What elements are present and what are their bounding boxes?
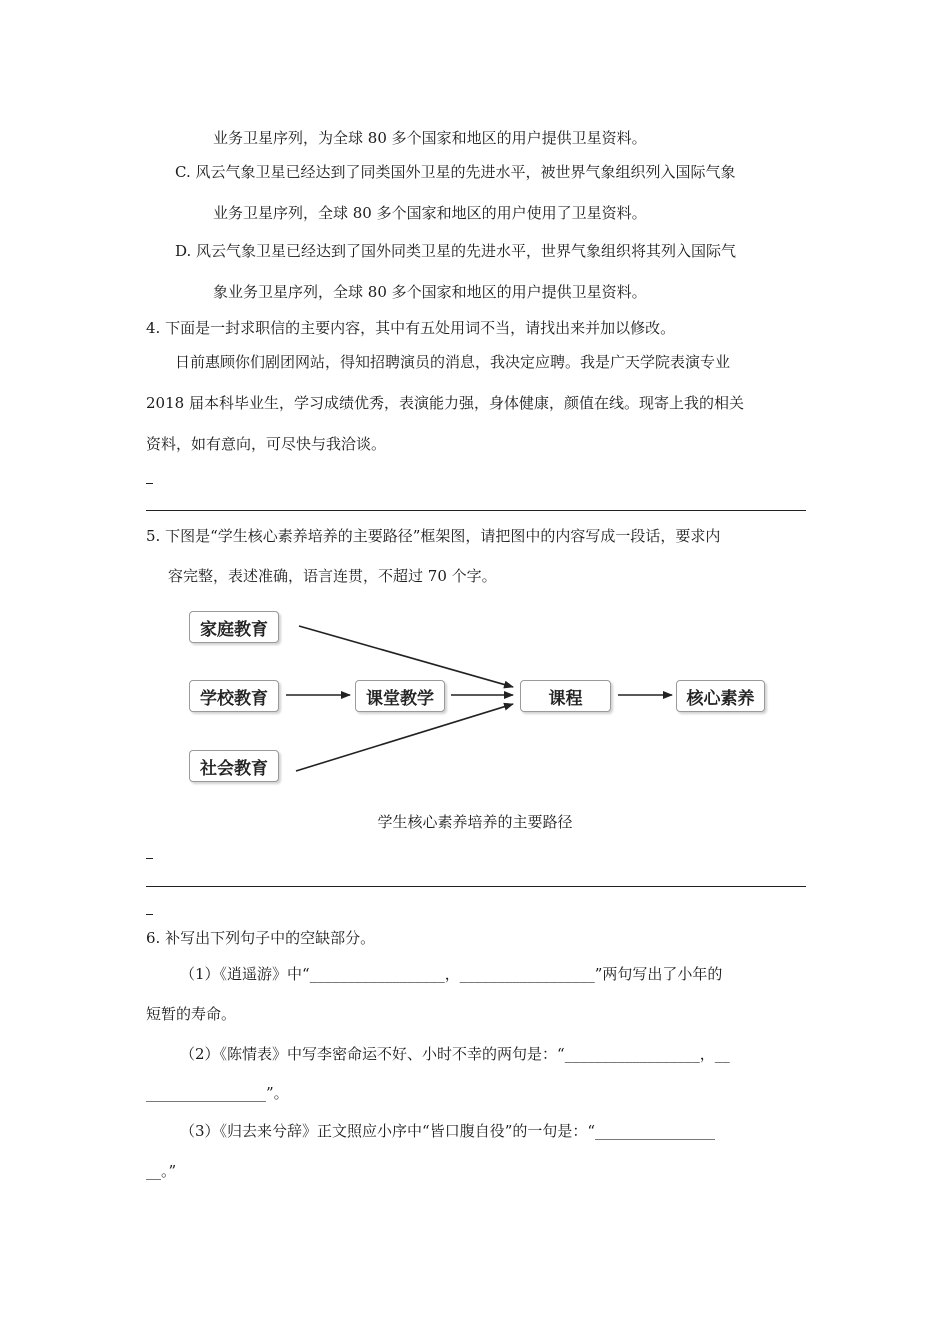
q4-letter-line1: 日前惠顾你们剧团网站，得知招聘演员的消息，我决定应聘。我是广天学院表演专业 bbox=[175, 353, 731, 371]
q5-stem-line1: 5. 下图是“学生核心素养培养的主要路径”框架图，请把图中的内容写成一段话，要求内 bbox=[146, 527, 721, 545]
q3-option-c-line2: 业务卫星序列，全球 80 多个国家和地区的用户使用了卫星资料。 bbox=[213, 204, 647, 222]
q5-answer-dash-2 bbox=[146, 914, 153, 915]
q4-letter-line2: 2018 届本科毕业生，学习成绩优秀，表演能力强，身体健康，颜值在线。现寄上我的相关 bbox=[146, 394, 744, 412]
q6-item1-line1: （1）《逍遥游》中“__________________，__________________”两句写出了小年的 bbox=[180, 965, 723, 983]
q6-item3-line1: （3）《归去来兮辞》正文照应小序中“皆口腹自役”的一句是：“________________ bbox=[180, 1122, 716, 1140]
arrow-family-to-course bbox=[299, 626, 513, 687]
q3-option-d-line2: 象业务卫星序列，全球 80 多个国家和地区的用户提供卫星资料。 bbox=[213, 283, 647, 301]
q6-stem: 6. 补写出下列句子中的空缺部分。 bbox=[146, 929, 376, 947]
q4-letter-line3: 资料，如有意向，可尽快与我洽谈。 bbox=[146, 435, 387, 453]
q6-item2-line1: （2）《陈情表》中写李密命运不好、小时不幸的两句是：“__________________，__ bbox=[180, 1045, 730, 1063]
q6-item1-line2: 短暂的寿命。 bbox=[146, 1005, 237, 1023]
q5-stem-line2: 容完整，表述准确，语言连贯，不超过 70 个字。 bbox=[168, 567, 497, 585]
q3-option-d-line1: D. 风云气象卫星已经达到了国外同类卫星的先进水平，世界气象组织将其列入国际气 bbox=[175, 242, 737, 260]
q3-option-b-line2: 业务卫星序列，为全球 80 多个国家和地区的用户提供卫星资料。 bbox=[213, 129, 647, 147]
q6-item3-line2: __。” bbox=[146, 1162, 177, 1180]
arrow-society-to-course bbox=[296, 704, 513, 771]
q5-answer-dash bbox=[146, 858, 153, 859]
q5-answer-line[interactable] bbox=[146, 886, 806, 887]
diagram-box-family-education: 家庭教育 bbox=[189, 611, 279, 643]
q4-stem: 4. 下面是一封求职信的主要内容，其中有五处用词不当，请找出来并加以修改。 bbox=[146, 319, 676, 337]
diagram-caption: 学生核心素养培养的主要路径 bbox=[377, 813, 573, 831]
diagram-box-core-literacy: 核心素养 bbox=[676, 680, 765, 712]
diagram-box-course: 课程 bbox=[520, 680, 611, 712]
q6-item2-line2: ________________”。 bbox=[146, 1084, 289, 1102]
q3-option-c-line1: C. 风云气象卫星已经达到了同类国外卫星的先进水平，被世界气象组织列入国际气象 bbox=[175, 163, 736, 181]
diagram-box-social-education: 社会教育 bbox=[189, 750, 279, 782]
diagram-box-classroom-teaching: 课堂教学 bbox=[355, 680, 445, 712]
diagram-box-school-education: 学校教育 bbox=[189, 680, 279, 712]
